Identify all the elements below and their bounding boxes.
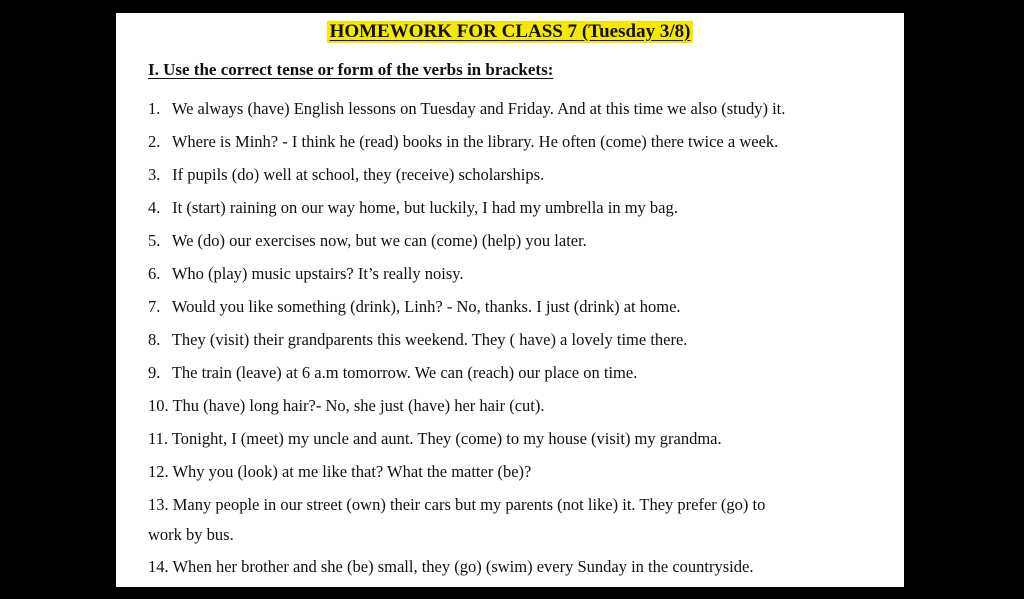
exercise-item: [148, 422, 898, 455]
section-heading: I. Use the correct tense or form of the verbs in brackets:: [148, 60, 554, 79]
worksheet-title: HOMEWORK FOR CLASS 7 (Tuesday 3/8): [327, 21, 694, 43]
worksheet-title-wrap: [116, 21, 904, 43]
exercise-item: [148, 389, 898, 422]
exercise-item: [148, 92, 898, 125]
item-number: 11.: [148, 429, 169, 448]
item-number: 12.: [148, 462, 169, 481]
item-number: 4.: [148, 198, 161, 217]
item-text: If pupils (do) well at school, they (receive) scholarships.: [172, 165, 545, 184]
item-text: Why you (look) at me like that? What the matter (be)?: [172, 462, 532, 481]
exercise-item: [148, 548, 898, 586]
exercise-item: [148, 488, 898, 521]
item-text: Tonight, I (meet) my uncle and aunt. They (come) to my house (visit) my grandma.: [171, 429, 722, 448]
exercise-item: [148, 257, 898, 290]
item-number: 2.: [148, 132, 161, 151]
item-number: 7.: [148, 297, 161, 316]
item-number: 8.: [148, 330, 161, 349]
exercise-item: [148, 158, 898, 191]
item-number: 1.: [148, 99, 161, 118]
exercise-item-continuation: [148, 521, 898, 548]
exercise-item: [148, 323, 898, 356]
item-text: Would you like something (drink), Linh? - No, thanks. I just (drink) at home.: [171, 297, 681, 316]
item-text: We always (have) English lessons on Tuesday and Friday. And at this time we also (study) it.: [171, 99, 786, 118]
exercise-item: [148, 224, 898, 257]
item-number: 9.: [148, 363, 161, 382]
exercise-item: [148, 125, 898, 158]
item-text: The train (leave) at 6 a.m tomorrow. We can (reach) our place on time.: [171, 363, 638, 382]
item-text: Who (play) music upstairs? It’s really noisy.: [171, 264, 464, 283]
item-text: They (visit) their grandparents this weekend. They ( have) a lovely time there.: [171, 330, 688, 349]
exercise-item: [148, 290, 898, 323]
item-text: Thu (have) long hair?- No, she just (have) her hair (cut).: [172, 396, 545, 415]
item-text: Many people in our street (own) their cars but my parents (not like) it. They prefer (go) to: [172, 495, 766, 514]
item-text: It (start) raining on our way home, but luckily, I had my umbrella in my bag.: [172, 198, 678, 217]
exercise-item: [148, 356, 898, 389]
exercise-item: [148, 455, 898, 488]
item-text: We (do) our exercises now, but we can (come) (help) you later.: [171, 231, 587, 250]
item-number: 6.: [148, 264, 161, 283]
exercise-list: [148, 92, 898, 586]
item-number: 5.: [148, 231, 161, 250]
item-number: 10.: [148, 396, 169, 415]
item-number: 3.: [148, 165, 161, 184]
item-number: 14.: [148, 557, 169, 576]
item-text: When her brother and she (be) small, they (go) (swim) every Sunday in the countryside.: [172, 557, 754, 576]
item-text: work by bus.: [148, 525, 234, 544]
exercise-item: [148, 191, 898, 224]
item-number: 13.: [148, 495, 169, 514]
worksheet-page: [116, 13, 904, 587]
item-text: Where is Minh? - I think he (read) books in the library. He often (come) there twice a week.: [171, 132, 779, 151]
